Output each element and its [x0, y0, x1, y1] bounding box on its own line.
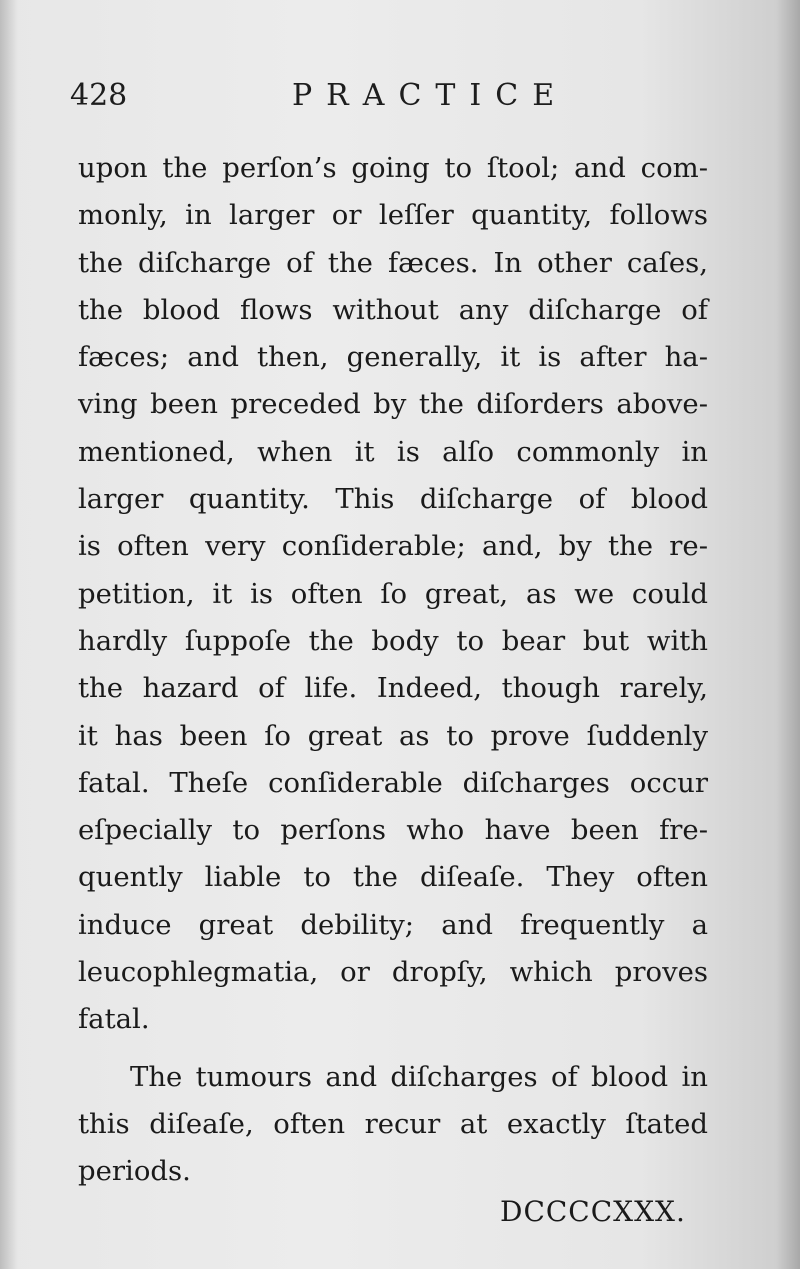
text-line: fatal. [78, 1003, 150, 1036]
text-line: periods. [78, 1155, 191, 1188]
running-head: PRACTICE [292, 78, 569, 113]
text-line: ving been preceded by the diſorders above- [78, 388, 708, 421]
text-line: hardly ſuppoſe the body to bear but with [78, 624, 708, 657]
text-line: fatal. Theſe conſiderable diſcharges occur [78, 766, 708, 799]
text-line: this diſeaſe, often recur at exactly ſtated [78, 1107, 708, 1140]
text-line: fæces; and then, generally, it is after ha- [78, 341, 708, 374]
text-line: upon the perſon’s going to ſtool; and com- [78, 152, 708, 184]
text-line: quently liable to the diſeaſe. They often [78, 861, 708, 894]
text-line: petition, it is often ſo great, as we could [78, 577, 708, 610]
text-line: induce great debility; and frequently a [78, 908, 708, 941]
text-line: the hazard of life. Indeed, though rarely, [78, 672, 708, 705]
text-line: the diſcharge of the fæces. In other caſes, [78, 246, 708, 279]
page-header [70, 78, 710, 118]
text-line: mentioned, when it is alſo commonly in [78, 435, 708, 468]
text-line: leucophlegmatia, or dropſy, which proves [78, 956, 708, 989]
text-line: eſpecially to perſons who have been fre- [78, 814, 708, 847]
paragraph-2 [78, 1054, 708, 1196]
text-line: larger quantity. This diſcharge of blood [78, 483, 708, 516]
text-line: is often very conſiderable; and, by the re- [78, 530, 708, 563]
body-text [78, 145, 708, 1196]
paragraph-1 [78, 145, 708, 1044]
signature-mark: DCCCCXXX. [500, 1195, 686, 1228]
text-line: it has been ſo great as to prove ſuddenly [78, 719, 708, 752]
text-line: monly, in larger or leſſer quantity, follows [78, 199, 708, 232]
page-number: 428 [70, 78, 128, 113]
text-line: the blood flows without any diſcharge of [78, 293, 708, 326]
text-line: The tumours and diſcharges of blood in [130, 1060, 708, 1093]
